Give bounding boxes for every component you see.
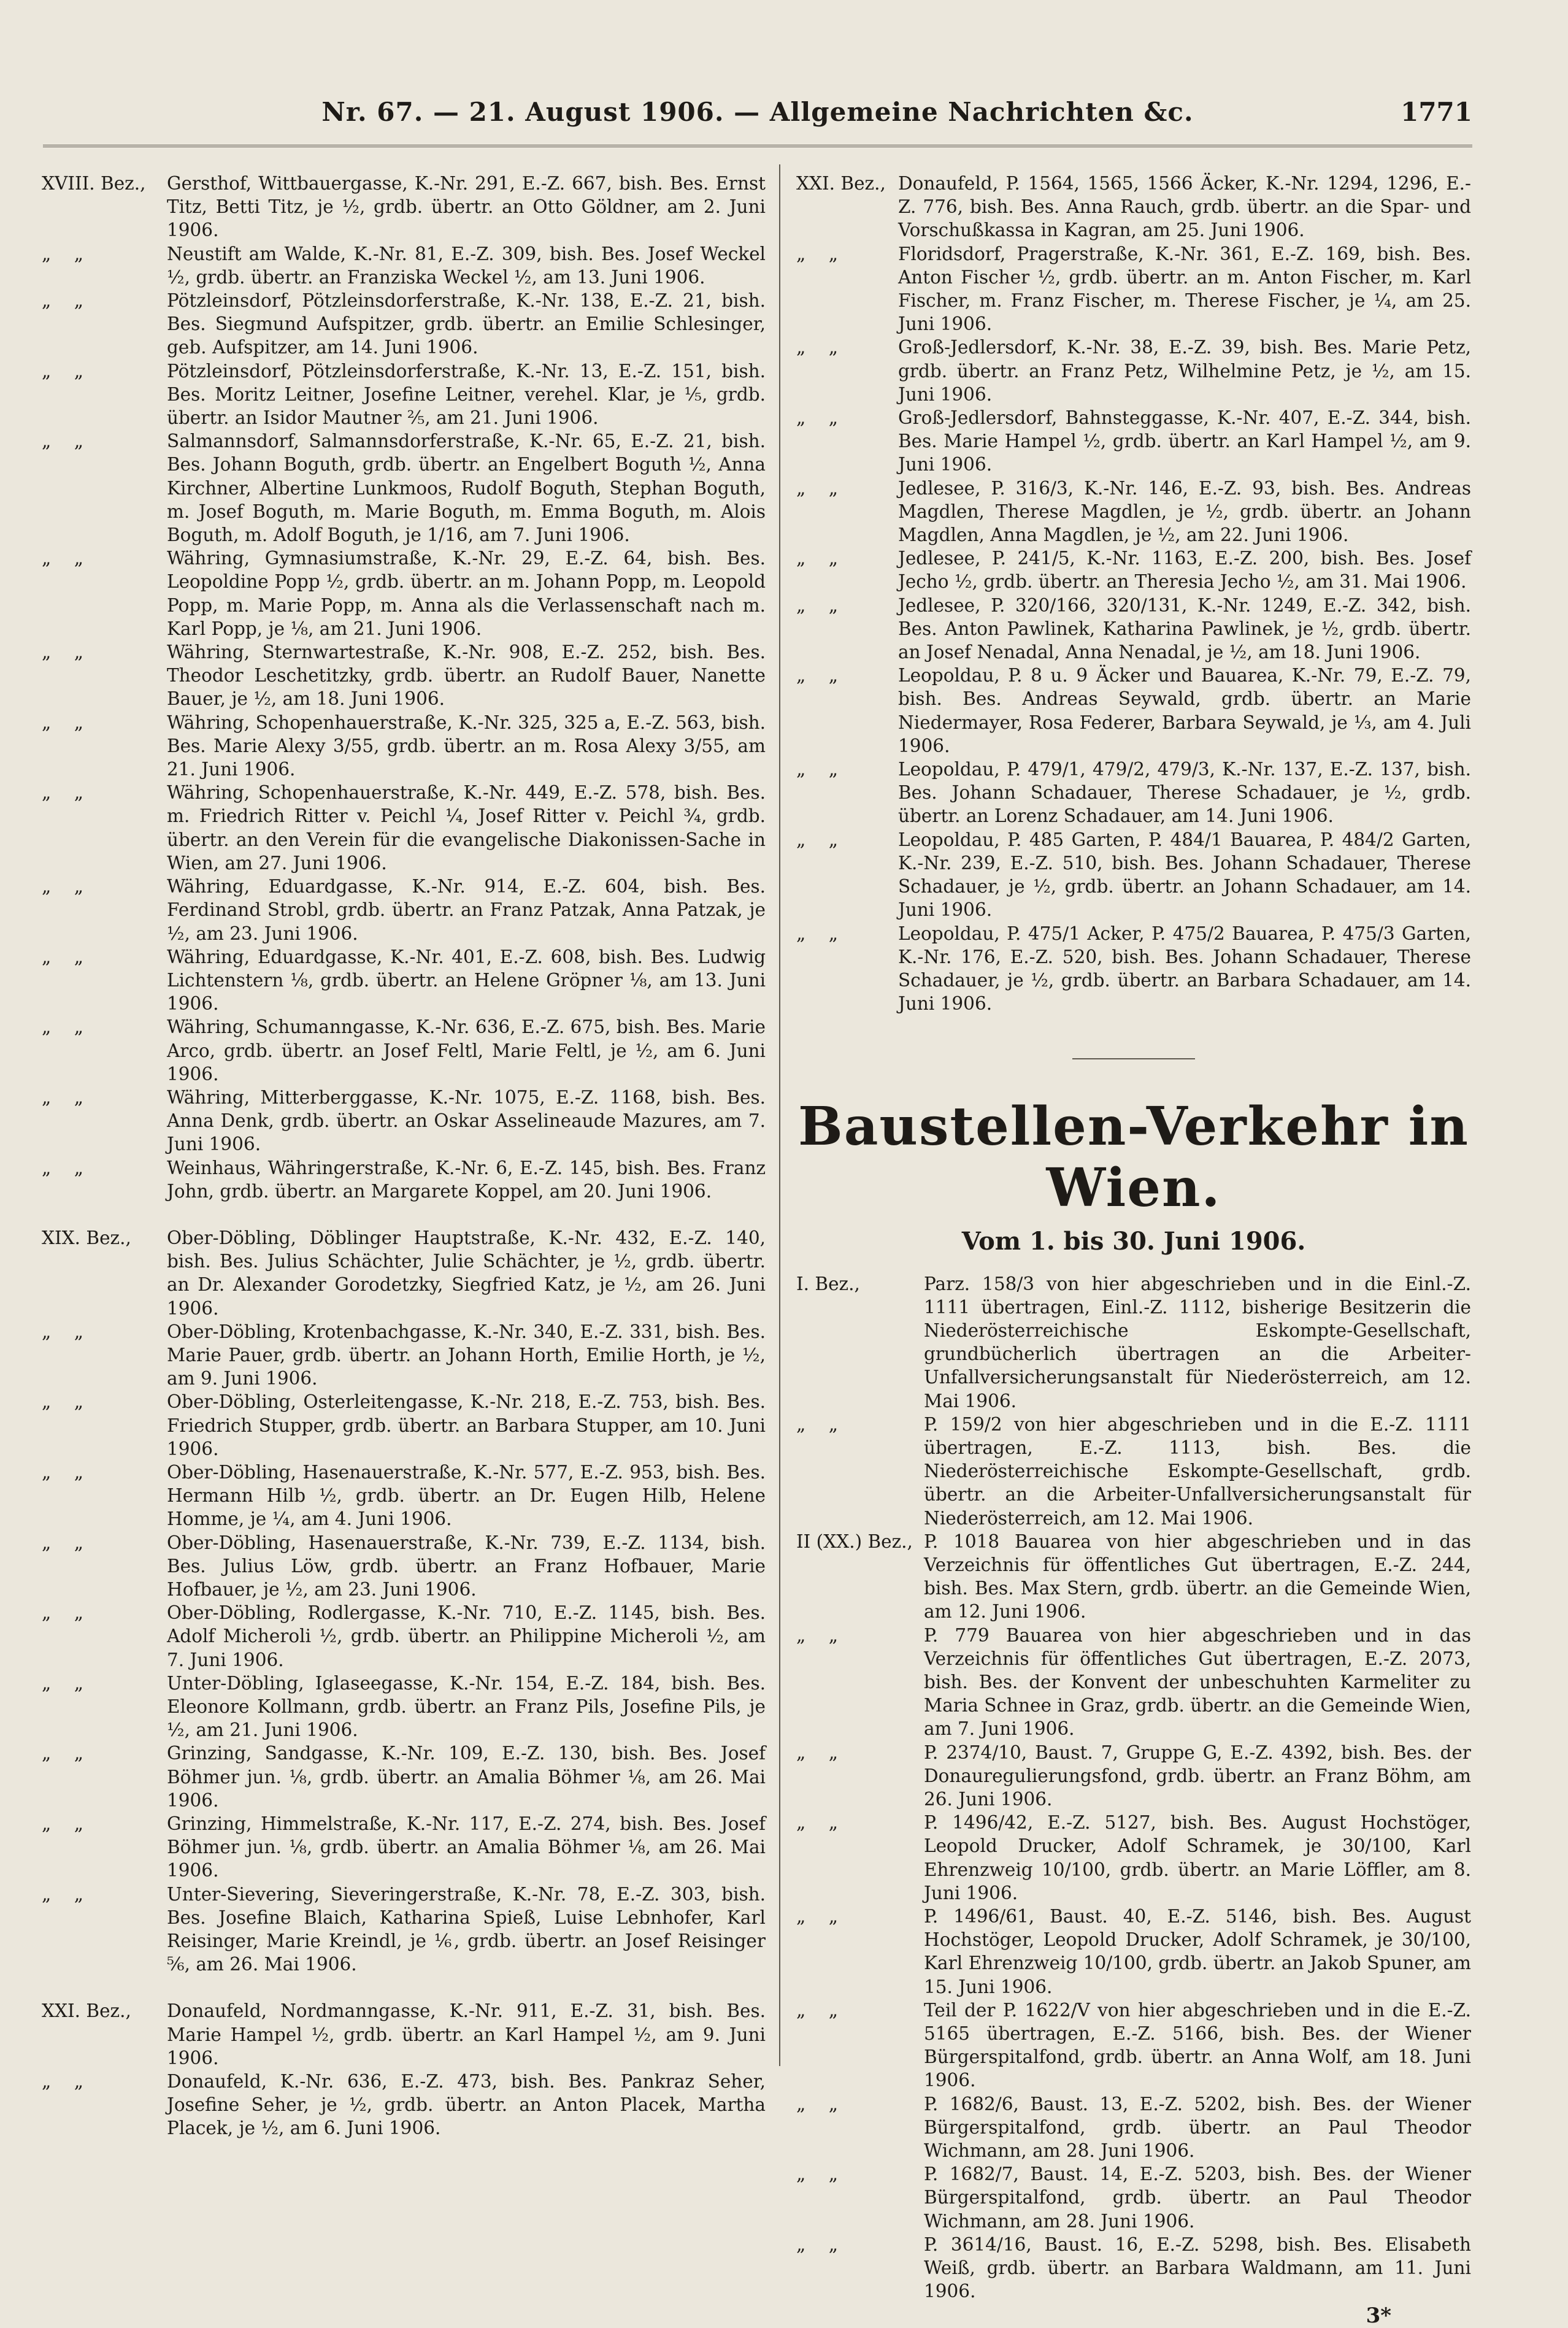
entry-text: Pötzleinsdorf, Pötzleinsdorferstraße, K.-Nr. 138, E.-Z. 21, bish. Bes. Siegmund Aufspitzer, grdb. übertr. an Emilie Schlesinger, geb. Aufspitzer, am 14. Juni 1906. (167, 290, 766, 358)
district-label: „ „ (796, 1999, 839, 2021)
entry-text: Leopoldau, P. 475/1 Acker, P. 475/2 Bauarea, P. 475/3 Garten, K.-Nr. 176, E.-Z. 520, bish. Bes. Johann Schadauer, Therese Schadauer, je ½, grdb. übertr. an Barbara Schadauer, am 14. Juni 1906. (898, 923, 1471, 1015)
district-label: „ „ (42, 782, 84, 804)
district-label: „ „ (42, 243, 84, 264)
register-entry (42, 1320, 766, 1391)
entry-text: Ober-Döbling, Döblinger Hauptstraße, K.-Nr. 432, E.-Z. 140, bish. Bes. Julius Schächter, Julie Schächter, je ½, grdb. übertr. an Dr. Alexander Gorodetzky, Siegfried Katz, je ½, am 26. Juni 1906. (167, 1227, 766, 1319)
district-label: „ „ (796, 548, 839, 569)
right-column (796, 172, 1471, 2328)
district-label: „ „ (42, 360, 84, 382)
district-label: „ „ (42, 946, 84, 967)
page-header (43, 97, 1472, 134)
district-label: „ „ (796, 759, 839, 780)
entry-gap (42, 1976, 766, 1999)
entry-text: Leopoldau, P. 485 Garten, P. 484/1 Bauarea, P. 484/2 Garten, K.-Nr. 239, E.-Z. 510, bish. Bes. Johann Schadauer, Therese Schadauer, je ½, grdb. übertr. an Johann Schadauer, am 14. Juni 1906. (898, 829, 1471, 921)
register-entry (42, 429, 766, 547)
register-entry (796, 1905, 1471, 1999)
entry-gap (42, 1203, 766, 1226)
register-entry (42, 875, 766, 945)
entry-text: Währing, Mitterberggasse, K.-Nr. 1075, E.-Z. 1168, bish. Bes. Anna Denk, grdb. übertr. an Oskar Asselineaude Mazures, am 7. Juni 1906. (167, 1086, 766, 1155)
entry-text: P. 1682/7, Baust. 14, E.-Z. 5203, bish. Bes. der Wiener Bürgerspitalfond, grdb. übertr. an Paul Theodor Wichmann, am 28. Juni 1906. (924, 2164, 1471, 2232)
entry-text: Ober-Döbling, Hasenauerstraße, K.-Nr. 577, E.-Z. 953, bish. Bes. Hermann Hilb ½, grdb. übertr. an Dr. Eugen Hilb, Helene Homme, je ¼, am 4. Juni 1906. (167, 1461, 766, 1530)
left-column (42, 172, 766, 2140)
district-label: XXI. Bez., (42, 2000, 131, 2022)
section-entries (796, 1272, 1471, 2303)
district-label: XXI. Bez., (796, 173, 886, 194)
register-entry (42, 359, 766, 430)
entry-text: P. 1496/61, Baust. 40, E.-Z. 5146, bish. Bes. August Hochstöger, Leopold Drucker, Adolf Schramek, je 30/100, Karl Ehrenzweig 10/100, grdb. übertr. an Jakob Spuner, am 15. Juni 1906. (924, 1906, 1471, 1997)
entry-text: Weinhaus, Währingerstraße, K.-Nr. 6, E.-Z. 145, bish. Bes. Franz John, grdb. übertr. an Margarete Koppel, am 20. Juni 1906. (167, 1157, 766, 1202)
district-label: „ „ (796, 243, 839, 264)
entry-text: Donaufeld, K.-Nr. 636, E.-Z. 473, bish. Bes. Pankraz Seher, Josefine Seher, je ½, grdb. übertr. an Anton Placek, Martha Placek, je ½, am 6. Juni 1906. (167, 2071, 766, 2139)
district-label: II (XX.) Bez., (796, 1531, 913, 1552)
entry-text: Pötzleinsdorf, Pötzleinsdorferstraße, K.-Nr. 13, E.-Z. 151, bish. Bes. Moritz Leitner, Josefine Leitner, verehel. Klar, je ⅕, grdb. übertr. an Isidor Mautner ⅖, am 21. Juni 1906. (167, 360, 766, 429)
district-label: „ „ (42, 1883, 84, 1905)
register-entry (42, 242, 766, 289)
entry-text: Groß-Jedlersdorf, K.-Nr. 38, E.-Z. 39, bish. Bes. Marie Petz, grdb. übertr. an Franz Petz, Wilhelmine Petz, je ½, am 15. Juni 1906. (898, 337, 1471, 405)
register-entry (796, 2162, 1471, 2233)
district-label: „ „ (42, 548, 84, 569)
entry-text: Salmannsdorf, Salmannsdorferstraße, K.-Nr. 65, E.-Z. 21, bish. Bes. Johann Boguth, grdb. übertr. an Engelbert Boguth ½, Anna Kirchner, Albertine Lunkmoos, Rudolf Boguth, Stephan Boguth, m. Josef Boguth, m. Marie Boguth, m. Emma Boguth, m. Alois Boguth, m. Adolf Boguth, je 1/16, am 7. Juni 1906. (167, 431, 766, 546)
register-entry (796, 594, 1471, 664)
register-entry (796, 1811, 1471, 1905)
register-entry (796, 758, 1471, 828)
running-title: Nr. 67. — 21. August 1906. — Allgemeine Nachrichten &c. (321, 97, 1194, 127)
entry-text: P. 2374/10, Baust. 7, Gruppe G, E.-Z. 4392, bish. Bes. der Donauregulierungsfond, grdb. übertr. an Franz Böhm, am 26. Juni 1906. (924, 1742, 1471, 1810)
district-label: „ „ (42, 1461, 84, 1483)
register-entry (42, 1999, 766, 2070)
district-label: „ „ (42, 1086, 84, 1108)
district-label: „ „ (796, 594, 839, 616)
entry-text: Floridsdorf, Pragerstraße, K.-Nr. 361, E.-Z. 169, bish. Bes. Anton Fischer ½, grdb. übertr. an m. Anton Fischer, m. Karl Fischer, m. Franz Fischer, m. Therese Fischer, je ¼, am 25. Juni 1906. (898, 243, 1471, 335)
register-entry (796, 547, 1471, 593)
register-entry (42, 1672, 766, 1742)
district-label: XIX. Bez., (42, 1227, 131, 1248)
entry-text: P. 1496/42, E.-Z. 5127, bish. Bes. August Hochstöger, Leopold Drucker, Adolf Schramek, je 30/100, Karl Ehrenzweig 10/100, grdb. übertr. an Marie Löffler, am 8. Juni 1906. (924, 1812, 1471, 1904)
register-entry (42, 1156, 766, 1203)
entry-text: P. 779 Bauarea von hier abgeschrieben und in das Verzeichnis für öffentliches Gut übertragen, E.-Z. 2073, bish. Bes. der Konvent der unbeschuhten Karmeliter zu Maria Schnee in Graz, grdb. übertr. an die Gemeinde Wien, am 7. Juni 1906. (924, 1624, 1471, 1740)
signature-mark: 3* (1366, 2303, 1391, 2328)
district-label: „ „ (796, 1812, 839, 1834)
register-entry (796, 2233, 1471, 2303)
district-label: „ „ (796, 829, 839, 850)
register-entry (42, 1015, 766, 1086)
register-entry (42, 711, 766, 782)
register-entry (42, 1742, 766, 1812)
district-label: „ „ (796, 337, 839, 358)
register-entry (796, 406, 1471, 477)
register-entry (796, 828, 1471, 922)
district-label: „ „ (42, 2071, 84, 2092)
district-label: „ „ (796, 2093, 839, 2115)
register-entry (42, 1226, 766, 1320)
district-label: „ „ (42, 642, 84, 663)
right-entries (796, 172, 1471, 1015)
section-subtitle: Vom 1. bis 30. Juni 1906. (961, 1227, 1306, 1256)
register-entry (42, 1601, 766, 1672)
district-label: „ „ (796, 923, 839, 944)
column-divider (779, 164, 780, 2066)
district-label: „ „ (796, 407, 839, 429)
register-entry (796, 1272, 1471, 1413)
district-label: „ „ (796, 1413, 839, 1435)
entry-text: Währing, Sternwartestraße, K.-Nr. 908, E.-Z. 252, bish. Bes. Theodor Leschetitzky, grdb. übertr. an Rudolf Bauer, Nanette Bauer, je ½, am 18. Juni 1906. (167, 642, 766, 710)
entry-text: Ober-Döbling, Rodlergasse, K.-Nr. 710, E.-Z. 1145, bish. Bes. Adolf Micheroli ½, grdb. übertr. an Philippine Micheroli ½, am 7. Juni 1906. (167, 1602, 766, 1670)
district-label: „ „ (42, 876, 84, 897)
register-entry (42, 781, 766, 875)
district-label: „ „ (42, 1602, 84, 1624)
register-entry (42, 289, 766, 359)
entry-text: P. 3614/16, Baust. 16, E.-Z. 5298, bish. Bes. Elisabeth Weiß, grdb. übertr. an Barbara Waldmann, am 11. Juni 1906. (924, 2234, 1471, 2302)
register-entry (42, 1461, 766, 1531)
register-entry (796, 1741, 1471, 1811)
register-entry (42, 1812, 766, 1883)
district-label: „ „ (796, 665, 839, 686)
entry-text: Teil der P. 1622/V von hier abgeschrieben und in die E.-Z. 5165 übertragen, E.-Z. 5166, bish. Bes. der Wiener Bürgerspitalfond, grdb. übertr. an Anna Wolf, am 18. Juni 1906. (924, 1999, 1471, 2091)
entry-text: Gersthof, Wittbauergasse, K.-Nr. 291, E.-Z. 667, bish. Bes. Ernst Titz, Betti Titz, je ½, grdb. übertr. an Otto Göldner, am 2. Juni 1906. (167, 173, 766, 241)
entry-text: Groß-Jedlersdorf, Bahnsteggasse, K.-Nr. 407, E.-Z. 344, bish. Bes. Marie Hampel ½, grdb. übertr. an Karl Hampel ½, am 9. Juni 1906. (898, 407, 1471, 475)
entry-text: Währing, Schopenhauerstraße, K.-Nr. 449, E.-Z. 578, bish. Bes. m. Friedrich Ritter v. Peichl ¼, Josef Ritter v. Peichl ¾, grdb. übertr. an den Verein für die evangelische Diakonissen-Sache in Wien, am 27. Juni 1906. (167, 782, 766, 874)
entry-text: Jedlesee, P. 316/3, K.-Nr. 146, E.-Z. 93, bish. Bes. Andreas Magdlen, Therese Magdlen, je ½, grdb. übertr. an Johann Magdlen, Anna Magdlen, je ½, am 22. Juni 1906. (898, 477, 1471, 546)
entry-text: Donaufeld, Nordmanngasse, K.-Nr. 911, E.-Z. 31, bish. Bes. Marie Hampel ½, grdb. übertr. an Karl Hampel ½, am 9. Juni 1906. (167, 2000, 766, 2069)
register-entry (42, 945, 766, 1016)
district-label: „ „ (42, 1157, 84, 1178)
entry-text: Parz. 158/3 von hier abgeschrieben und in die Einl.-Z. 1111 übertragen, Einl.-Z. 1112, bisherige Besitzerin die Niederösterreichische Eskompte-Gesellschaft, grundbücherlich übertragen an die Arbeiter-Unfallversicherungsanstalt für Niederösterreich, am 12. Mai 1906. (924, 1273, 1471, 1412)
register-entry (42, 1390, 766, 1461)
section-title: Baustellen-Verkehr in Wien. (798, 1096, 1469, 1220)
register-entry (796, 1624, 1471, 1741)
entry-text: Grinzing, Sandgasse, K.-Nr. 109, E.-Z. 130, bish. Bes. Josef Böhmer jun. ⅛, grdb. übertr. an Amalia Böhmer ⅛, am 26. Mai 1906. (167, 1743, 766, 1811)
entry-text: Unter-Sievering, Sieveringerstraße, K.-Nr. 78, E.-Z. 303, bish. Bes. Josefine Blaich, Katharina Spieß, Luise Lebnhofer, Karl Reisinger, Marie Kreindl, je ⅙, grdb. übertr. an Josef Reisinger ⅚, am 26. Mai 1906. (167, 1883, 766, 1975)
district-label: „ „ (42, 431, 84, 452)
entry-text: Jedlesee, P. 320/166, 320/131, K.-Nr. 1249, E.-Z. 342, bish. Bes. Anton Pawlinek, Katharina Pawlinek, je ½, grdb. übertr. an Josef Nenadal, Anna Nenadal, je ½, am 18. Juni 1906. (898, 594, 1471, 663)
section-rule (1072, 1058, 1195, 1059)
register-entry (42, 2070, 766, 2140)
entry-text: Währing, Gymnasiumstraße, K.-Nr. 29, E.-Z. 64, bish. Bes. Leopoldine Popp ½, grdb. übertr. an m. Johann Popp, m. Leopold Popp, m. Marie Popp, m. Anna als die Verlassenschaft nach m. Karl Popp, je ⅛, am 21. Juni 1906. (167, 548, 766, 639)
entry-text: Leopoldau, P. 8 u. 9 Äcker und Bauarea, K.-Nr. 79, E.-Z. 79, bish. Bes. Andreas Seywald, grdb. übertr. an Marie Niedermayer, Rosa Federer, Barbara Seywald, je ⅓, am 4. Juli 1906. (898, 665, 1471, 756)
entry-text: Währing, Eduardgasse, K.-Nr. 401, E.-Z. 608, bish. Bes. Ludwig Lichtenstern ⅛, grdb. übertr. an Helene Gröpner ⅛, am 13. Juni 1906. (167, 946, 766, 1015)
register-entry (796, 664, 1471, 758)
register-entry (42, 1086, 766, 1156)
district-label: „ „ (796, 1624, 839, 1646)
entry-text: Neustift am Walde, K.-Nr. 81, E.-Z. 309, bish. Bes. Josef Weckel ½, grdb. übertr. an Franziska Weckel ½, am 13. Juni 1906. (167, 243, 766, 288)
district-label: XVIII. Bez., (42, 173, 146, 194)
entry-text: P. 1018 Bauarea von hier abgeschrieben und in das Verzeichnis für öffentliches Gut übertragen, E.-Z. 244, bish. Bes. Max Stern, grdb. übertr. an die Gemeinde Wien, am 12. Juni 1906. (924, 1531, 1471, 1623)
register-entry (796, 336, 1471, 406)
entry-text: Ober-Döbling, Osterleitengasse, K.-Nr. 218, E.-Z. 753, bish. Bes. Friedrich Stupper, grdb. übertr. an Barbara Stupper, am 10. Juni 1906. (167, 1391, 766, 1459)
district-label: I. Bez., (796, 1273, 860, 1294)
district-label: „ „ (42, 1532, 84, 1553)
register-entry (42, 1883, 766, 1976)
register-entry (796, 172, 1471, 242)
register-entry (796, 1413, 1471, 1530)
entry-text: Grinzing, Himmelstraße, K.-Nr. 117, E.-Z. 274, bish. Bes. Josef Böhmer jun. ⅛, grdb. übertr. an Amalia Böhmer ⅛, am 26. Mai 1906. (167, 1813, 766, 1881)
entry-text: Währing, Eduardgasse, K.-Nr. 914, E.-Z. 604, bish. Bes. Ferdinand Strobl, grdb. übertr. an Franz Patzak, Anna Patzak, je ½, am 23. Juni 1906. (167, 876, 766, 944)
district-label: „ „ (42, 290, 84, 312)
register-entry (42, 172, 766, 242)
entry-text: P. 1682/6, Baust. 13, E.-Z. 5202, bish. Bes. der Wiener Bürgerspitalfond, grdb. übertr. an Paul Theodor Wichmann, am 28. Juni 1906. (924, 2093, 1471, 2162)
register-entry (796, 2092, 1471, 2163)
register-entry (796, 477, 1471, 547)
district-label: „ „ (42, 1813, 84, 1835)
entry-text: Währing, Schumanngasse, K.-Nr. 636, E.-Z. 675, bish. Bes. Marie Arco, grdb. übertr. an Josef Feltl, Marie Feltl, je ½, am 6. Juni 1906. (167, 1016, 766, 1085)
entry-text: Leopoldau, P. 479/1, 479/2, 479/3, K.-Nr. 137, E.-Z. 137, bish. Bes. Johann Schadauer, Therese Schadauer, je ½, grdb. übertr. an Lorenz Schadauer, am 14. Juni 1906. (898, 759, 1471, 827)
entry-text: P. 159/2 von hier abgeschrieben und in die E.-Z. 1111 übertragen, E.-Z. 1113, bish. Bes. die Niederösterreichische Eskompte-Gesellschaft, grdb. übertr. an die Arbeiter-Unfallversicherungsanstalt für Niederösterreich, am 12. Mai 1906. (924, 1413, 1471, 1529)
entry-text: Ober-Döbling, Krotenbachgasse, K.-Nr. 340, E.-Z. 331, bish. Bes. Marie Pauer, grdb. übertr. an Johann Horth, Emilie Horth, je ½, am 9. Juni 1906. (167, 1321, 766, 1389)
register-entry (42, 640, 766, 711)
header-rule (43, 145, 1472, 147)
district-label: „ „ (796, 1742, 839, 1763)
district-label: „ „ (796, 1906, 839, 1927)
district-label: „ „ (42, 1016, 84, 1038)
district-label: „ „ (42, 1743, 84, 1764)
register-entry (796, 242, 1471, 336)
district-label: „ „ (42, 1391, 84, 1413)
page-number: 1771 (1401, 97, 1472, 127)
district-label: „ „ (796, 477, 839, 499)
district-label: „ „ (42, 1672, 84, 1694)
register-entry (796, 922, 1471, 1016)
register-entry (42, 1531, 766, 1602)
register-entry (42, 547, 766, 640)
register-entry (796, 1999, 1471, 2092)
district-label: „ „ (796, 2164, 839, 2185)
district-label: „ „ (42, 712, 84, 733)
district-label: „ „ (796, 2234, 839, 2255)
entry-text: Jedlesee, P. 241/5, K.-Nr. 1163, E.-Z. 200, bish. Bes. Josef Jecho ½, grdb. übertr. an Theresia Jecho ½, am 31. Mai 1906. (898, 548, 1471, 593)
district-label: „ „ (42, 1321, 84, 1342)
entry-text: Donaufeld, P. 1564, 1565, 1566 Äcker, K.-Nr. 1294, 1296, E.-Z. 776, bish. Bes. Anna Rauch, grdb. übertr. an die Spar- und Vorschußkassa in Kagran, am 25. Juni 1906. (898, 173, 1471, 241)
entry-text: Ober-Döbling, Hasenauerstraße, K.-Nr. 739, E.-Z. 1134, bish. Bes. Julius Löw, grdb. übertr. an Franz Hofbauer, Marie Hofbauer, je ½, am 23. Juni 1906. (167, 1532, 766, 1600)
entry-text: Währing, Schopenhauerstraße, K.-Nr. 325, 325 a, E.-Z. 563, bish. Bes. Marie Alexy 3/55, grdb. übertr. an m. Rosa Alexy 3/55, am 21. Juni 1906. (167, 712, 766, 780)
register-entry (796, 1530, 1471, 1624)
entry-text: Unter-Döbling, Iglaseegasse, K.-Nr. 154, E.-Z. 184, bish. Bes. Eleonore Kollmann, grdb. übertr. an Franz Pils, Josefine Pils, je ½, am 21. Juni 1906. (167, 1672, 766, 1741)
